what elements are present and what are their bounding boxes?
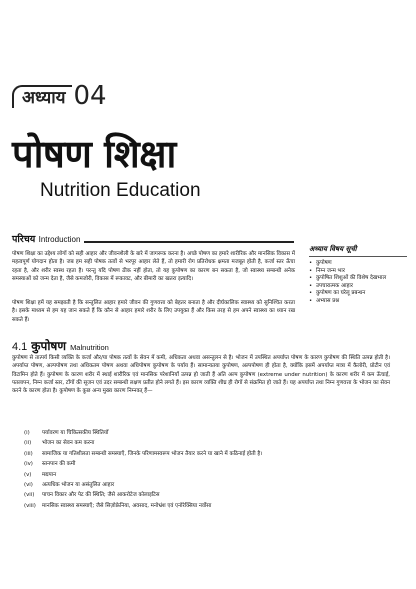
causes-list — [24, 430, 314, 513]
list-item-number: (iv) — [24, 461, 33, 468]
sidebar-item-label: कुपोषण का घरेलू प्रबन्धन — [316, 290, 366, 297]
list-item-text: भोजन का सेवन कम करना — [42, 440, 95, 447]
bullet-icon: • — [309, 267, 313, 274]
list-item-number: (v) — [24, 471, 32, 478]
chapter-number: 04 — [73, 81, 107, 111]
list-item — [24, 461, 314, 469]
sidebar-item — [309, 290, 407, 298]
sidebar-item-label: कुपोषण — [316, 260, 332, 266]
list-item-text: अत्यधिक भोजन या असंतुलित आहार — [42, 481, 115, 488]
sidebar-item — [309, 260, 407, 268]
list-item-text: पर्यावरण या चिकित्सकीय स्थितियाँ — [42, 430, 109, 436]
list-item-number: (ii) — [24, 440, 32, 447]
list-item — [24, 503, 314, 511]
intro-paragraph-1: पोषण शिक्षा का उद्देश्य लोगों को सही आहार और जीवनशैली के बारे में जागरूक करना है। अच्छे पोषण का हमारे शारीरिक और मानसिक विकास में महत्वपूर्ण योगदान होता है। जब हम सही पोषक तत्वों से भरपूर आहार लेते हैं, तो हमारी रोग प्रतिरोधक क्षमता मजबूत होती है, कर्जा स्तर ऊँचा रहता है, और शरीर स्वस्थ रहता है। परन्तु यदि पोषण ठीक नहीं होता, तो यह कुपोषण का कारण बन सकता है, जो स्वास्थ्य सम्बन्धी अनेक समस्याओं को जन्म देता है, जैसे कमजोरी, विकास में रूकावट, और बीमारी का खतरा इत्यादि। — [12, 251, 295, 282]
list-item-number: (iii) — [24, 450, 33, 457]
list-item-number: (vi) — [24, 481, 33, 488]
list-item-text: मद्यपान — [42, 471, 57, 478]
list-item-number: (vii) — [24, 492, 35, 499]
section-heading-english: Malnutrition — [70, 343, 109, 352]
bullet-icon: • — [309, 297, 313, 304]
bullet-icon: • — [309, 282, 313, 289]
list-item-number: (i) — [24, 430, 30, 436]
sidebar-item — [309, 275, 407, 283]
chapter-header — [12, 81, 107, 111]
list-item-text: मानसिक स्वास्थ्य समस्याएँ; जैसे सिज़ोफ्रेनिया, अवसाद, मनोभ्रंश एवं एनोरेक्सिया नर्वोसा — [42, 502, 212, 509]
list-item — [24, 492, 314, 500]
bullet-icon: • — [309, 275, 313, 282]
sidebar-item — [309, 298, 407, 306]
section-heading — [12, 337, 109, 354]
list-item-text: सामाजिक या गतिशीलता सम्बन्धी समस्याएँ, जिनके परिणामस्वरूप भोजन तैयार करने या खाने में कठिनाई होती है। — [42, 450, 263, 457]
list-item — [24, 451, 314, 459]
list-item-text: स्तनपान की कमी — [42, 461, 76, 468]
chapter-label: अध्याय — [12, 85, 72, 108]
list-item-text: पाचन विकार और पेट की स्थिति; जैसे आकरोटेज कोलाइटिस — [42, 492, 160, 499]
intro-heading-english: Introduction — [38, 235, 81, 244]
sidebar-title: अध्याय विषय सूची — [309, 245, 407, 257]
intro-paragraph-2: पोषण शिक्षा हमें यह समझाती है कि सन्तुलित आहार हमारे जीवन की गुणवत्ता को बेहतर बनाता है और दीर्घकालिक स्वास्थ्य को सुनिश्चित करता है। इसके माध्यम से हम यह जान सकते हैं कि कौन से आहार हमारे शरीर के लिए उपयुक्त हैं और किस तरह से हम अपने स्वास्थ्य का ध्यान रख सकते हैं। — [12, 300, 295, 323]
section-number: 4.1 — [12, 341, 28, 353]
list-item — [24, 430, 314, 438]
sidebar-item-label: निम्न जन्म भार — [316, 267, 345, 274]
bullet-icon: • — [309, 290, 313, 297]
list-item — [24, 440, 314, 448]
chapter-title-hindi: पोषण शिक्षा — [12, 132, 176, 176]
sidebar-item-label: अभ्यास प्रश्न — [316, 297, 340, 304]
sidebar-item-label: उपचारात्मक आहार — [316, 282, 354, 289]
malnutrition-paragraph: कुपोषण से तात्पर्य किसी व्यक्ति के कर्जा और/या पोषक तत्वों के सेवन में कमी, अधिकता अथवा असन्तुलन से है। भोजन में उपस्थित अपर्याप्त पोषण के कारण कुपोषण की स्थिति उत्पन्न होती है। अपर्याप्त पोषण, अल्पपोषण तथा अधिकतम पोषण अथवा अधिपोषण कुपोषण के पर्याय हैं। सामान्यतया कुपोषण, अल्पपोषण ही होता है, क्योंकि इसमें अपर्याप्त मात्रा में कैलोरी, प्रोटीन एवं विटामिन होते हैं। कुपोषण के कारण शरीर में स्थाई शारीरिक एवं मानसिक परेशानियाँ उत्पन्न हो जाती हैं अति अल्प कुपोषण (extreme under nutrition) के कारण शरीर में कम ऊँचाई, पतलापन, निम्न कर्जा स्तर, टाँगों की सूजन एवं उदर सम्बन्धी लक्षण प्रतीत होने लगते हैं। इस कारण व्यक्ति शीघ्र ही रोगों से संक्रमित हो जाते हैं। यह अपर्याप्त तथा निम्न गुणवत्ता के भोजन का सेवन करने के कारण होता है। कुपोषण के कुछ अन्य मुख्य कारण निम्नवत् हैं— — [12, 355, 390, 395]
sidebar-item-label: कुपोषित शिशुओं की विशेष देखभाल — [316, 275, 387, 282]
bullet-icon: • — [309, 260, 313, 266]
chapter-title-english: Nutrition Education — [40, 180, 201, 201]
list-item — [24, 472, 314, 480]
list-item — [24, 482, 314, 490]
chapter-contents-sidebar — [309, 245, 407, 306]
intro-heading — [12, 232, 84, 245]
list-item-number: (viii) — [24, 502, 36, 509]
intro-heading-hindi: परिचय — [12, 234, 36, 245]
section-heading-hindi: कुपोषण — [31, 339, 67, 353]
